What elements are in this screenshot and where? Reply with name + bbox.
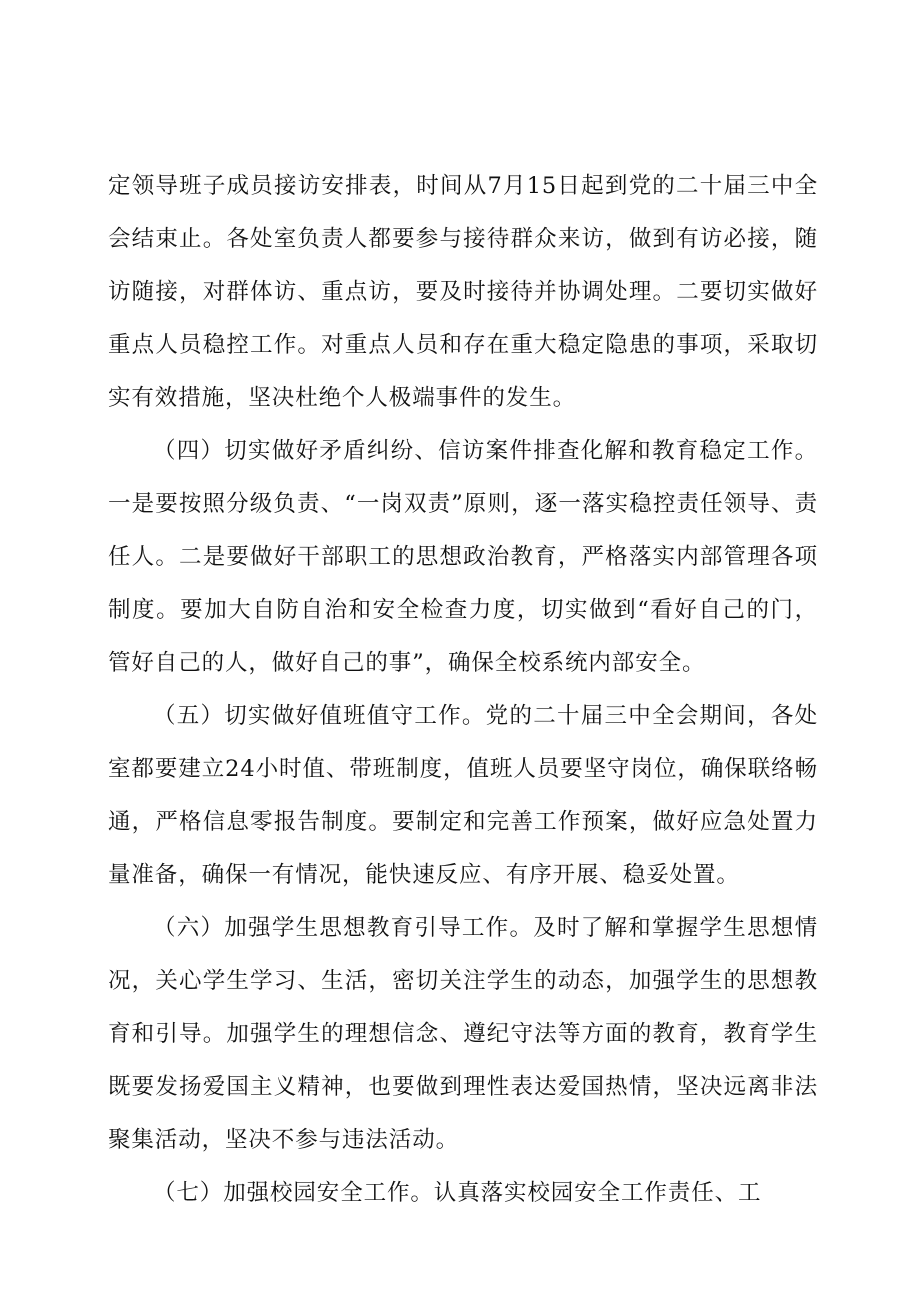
paragraph-continuation: 定领导班子成员接访安排表，时间从7月15日起到党的二十届三中全会结束止。各处室负责人都要参与接待群众来访，做到有访必接，随访随接，对群体访、重点访，要及时接待并协调处理。二要切实做好重点人员稳控工作。对重点人员和存在重大稳定隐患的事项，采取切实有效措施，坚决杜绝个人极端事件的发生。	[108, 173, 818, 411]
paragraph-section-7: （七）加强校园安全工作。认真落实校园安全工作责任、工	[153, 1180, 762, 1206]
paragraph-section-4: （四）切实做好矛盾纠纷、信访案件排查化解和教育稳定工作。一是要按照分级负责、“一岗双责”原则，逐一落实稳控责任领导、责任人。二是要做好干部职工的思想政治教育，严格落实内部管理各项制度。要加大自防自治和安全检查力度，切实做到“看好自己的门，管好自己的人，做好自己的事”，确保全校系统内部安全。	[108, 438, 818, 676]
document-body	[108, 160, 818, 1220]
paragraph-section-5: （五）切实做好值班值守工作。党的二十届三中全会期间，各处室都要建立24小时值、带班制度，值班人员要坚守岗位，确保联络畅通，严格信息零报告制度。要制定和完善工作预案，做好应急处置力量准备，确保一有情况，能快速反应、有序开展、稳妥处置。	[108, 703, 818, 888]
paragraph-section-6: （六）加强学生思想教育引导工作。及时了解和掌握学生思想情况，关心学生学习、生活，密切关注学生的动态，加强学生的思想教育和引导。加强学生的理想信念、遵纪守法等方面的教育，教育学生既要发扬爱国主义精神，也要做到理性表达爱国热情，坚决远离非法聚集活动，坚决不参与违法活动。	[108, 915, 818, 1153]
